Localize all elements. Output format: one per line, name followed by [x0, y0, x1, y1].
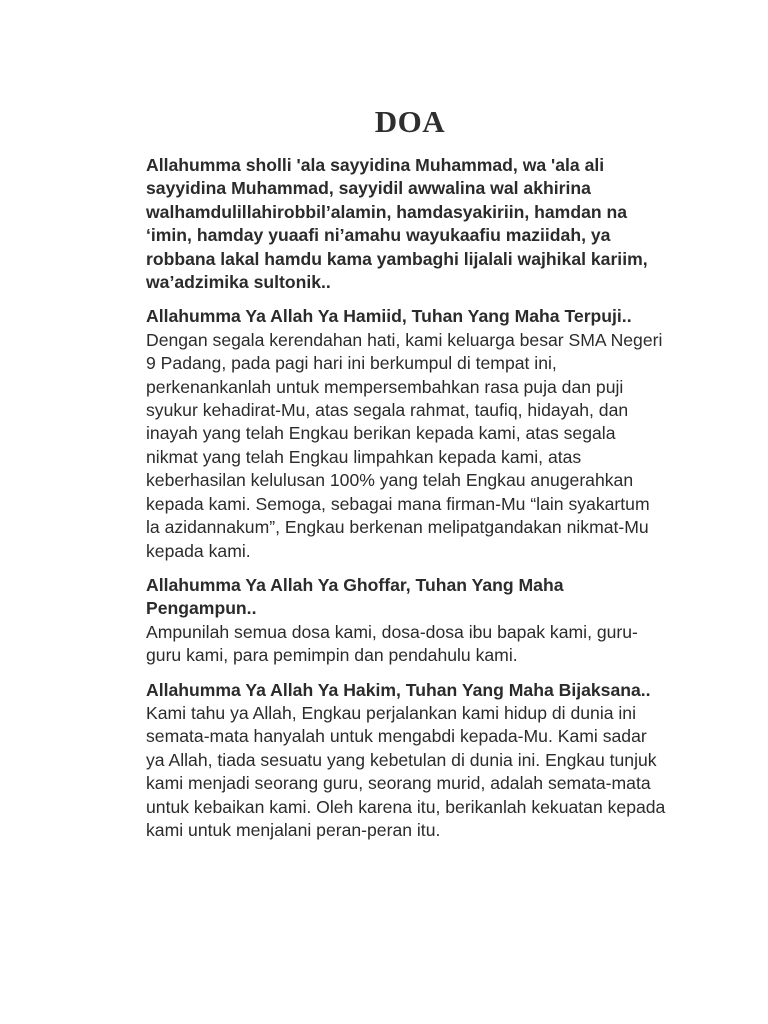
- page-title: DOA: [374, 104, 446, 139]
- paragraph-heading: Allahumma sholli 'ala sayyidina Muhammad, wa 'ala ali sayyidina Muhammad, sayyidil awwalina wal akhirina walhamdulillahirobbil’alamin, hamdasyakiriin, hamdan na ‘imin, hamday yuaafi ni’amahu wayukaafiu maziidah, ya robbana lakal hamdu kama yambaghi lijalali wajhikal kariim, wa’adzimika sultonik..: [146, 155, 648, 293]
- paragraph-body: Ampunilah semua dosa kami, dosa-dosa ibu bapak kami, guru-guru kami, para pemimpin dan pendahulu kami.: [146, 621, 638, 666]
- paragraph-opening: [146, 154, 666, 294]
- paragraph-heading: Allahumma Ya Allah Ya Hakim, Tuhan Yang Maha Bijaksana..: [146, 679, 651, 700]
- document-page: [146, 104, 666, 853]
- paragraph-heading: Allahumma Ya Allah Ya Ghoffar, Tuhan Yang Maha Pengampun..: [146, 574, 564, 619]
- paragraph-ghoffar: [146, 574, 666, 668]
- paragraph-body: Kami tahu ya Allah, Engkau perjalankan kami hidup di dunia ini semata-mata hanyalah untuk mengabdi kepada-Mu. Kami sadar ya Allah, tiada sesuatu yang kebetulan di dunia ini. Engkau tunjuk kami menjadi seorang guru, seorang murid, adalah semata-mata untuk kebaikan kami. Oleh karena itu, berikanlah kekuatan kepada kami untuk menjalani peran-peran itu.: [146, 702, 666, 840]
- paragraph-hakim: [146, 679, 666, 843]
- paragraph-hamiid: [146, 305, 666, 562]
- paragraph-heading: Allahumma Ya Allah Ya Hamiid, Tuhan Yang Maha Terpuji..: [146, 306, 632, 327]
- paragraph-body: Dengan segala kerendahan hati, kami keluarga besar SMA Negeri 9 Padang, pada pagi hari ini berkumpul di tempat ini, perkenankanlah untuk mempersembahkan rasa puja dan puji syukur kehadirat-Mu, atas segala rahmat, taufiq, hidayah, dan inayah yang telah Engkau berikan kepada kami, atas segala nikmat yang telah Engkau limpahkan kepada kami, atas keberhasilan kelulusan 100% yang telah Engkau anugerahkan kepada kami. Semoga, sebagai mana firman-Mu “lain syakartum la azidannakum”, Engkau berkenan melipatgandakan nikmat-Mu kepada kami.: [146, 329, 663, 561]
